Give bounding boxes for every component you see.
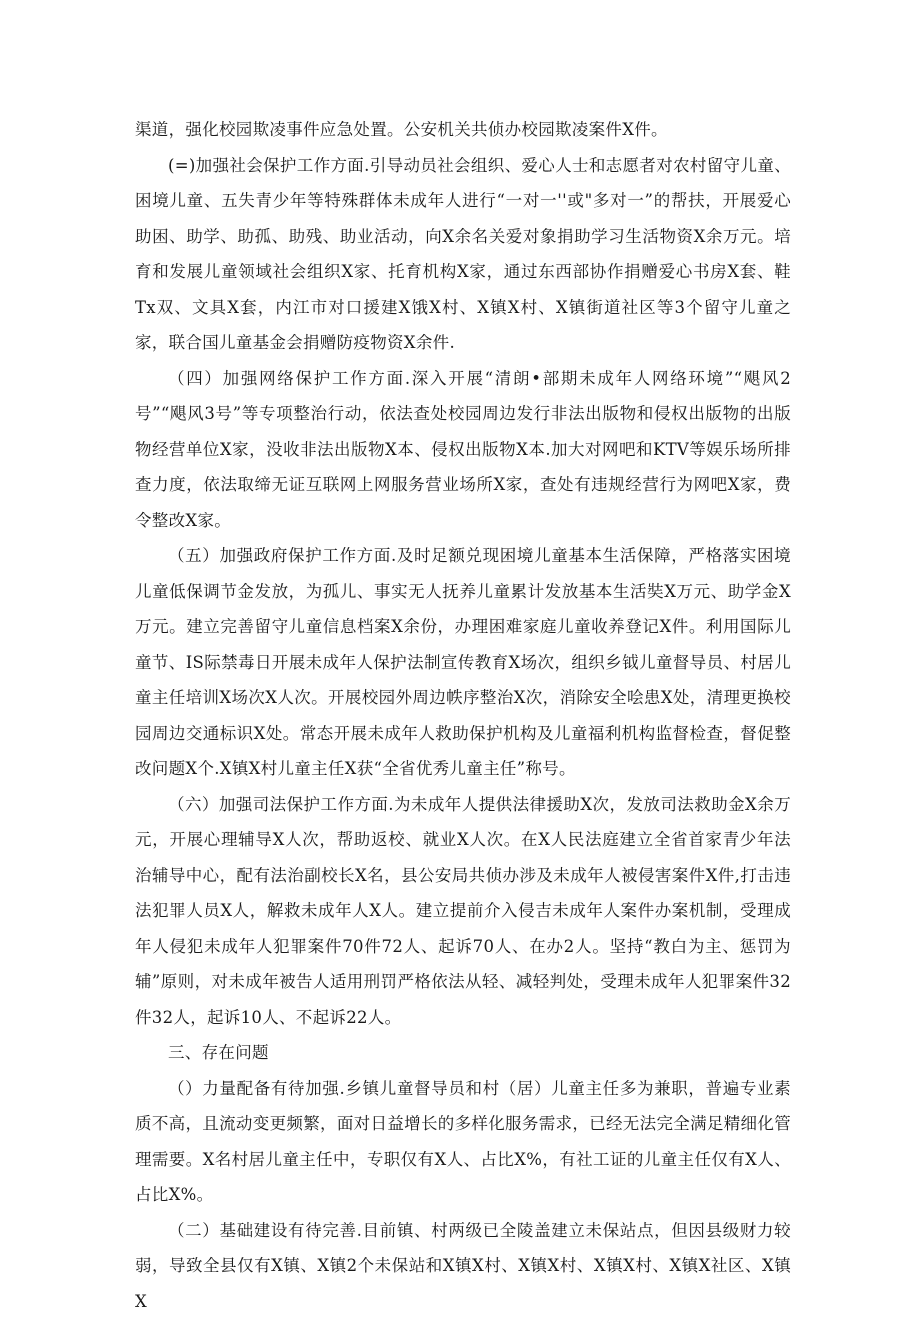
section-heading-problems: 三、存在问题 <box>135 1035 791 1071</box>
document-body <box>135 112 791 1319</box>
paragraph-continuation: 渠道，强化校园欺凌事件应急处置。公安机关共侦办校园欺凌案件X件。 <box>135 112 791 148</box>
paragraph-staffing-problem: （）力量配备有待加强.乡镇儿童督导员和村（居）儿童主任多为兼职，普遍专业素质不高，且流动变更频繁，面对日益增长的多样化服务需求，已经无法完全满足精细化管理需要。X名村居儿童主任中，专职仅有X人、占比X%，有社工证的儿童主任仅有X人、占比X%。 <box>135 1071 791 1213</box>
paragraph-network-protection: （四）加强网络保护工作方面.深入开展“清朗•部期未成年人网络环境”“飓风2号”“飓风3号”等专项整治行动，依法查处校园周边发行非法出版物和侵权出版物的出版物经营单位X家，没收非法出版物X本、侵权出版物X本.加大对网吧和KTV等娱乐场所排查力度，依法取缔无证互联网上网服务营业场所X家，查处有违规经营行为网吧X家，费令整改X家。 <box>135 361 791 539</box>
paragraph-social-protection: (=)加强社会保护工作方面.引导动员社会组织、爱心人士和志愿者对农村留守儿童、困境儿童、五失青少年等特殊群体未成年人进行“一对一''或"多对一”的帮扶，开展爱心助困、助学、助孤、助残、助业活动，向X余名关爱对象捐助学习生活物资X余万元。培育和发展儿童领域社会组织X家、托育机构X家，通过东西部协作捐赠爱心书房X套、鞋Tx双、文具X套，内江市对口援建X饿X村、X镇X村、X镇街道社区等3个留守儿童之家，联合国儿童基金会捐赠防疫物资X余件. <box>135 148 791 361</box>
paragraph-judicial-protection: （六）加强司法保护工作方面.为未成年人提供法律援助X次，发放司法救助金X余万元，开展心理辅导X人次，帮助返校、就业X人次。在X人民法庭建立全省首家青少年法治辅导中心，配有法治副校长X名，县公安局共侦办涉及未成年人被侵害案件X件,打击违法犯罪人员X人，解救未成年人X人。建立提前介入侵吉未成年人案件办案机制，受理成年人侵犯未成年人犯罪案件70件72人、起诉70人、在办2人。坚持“教白为主、惩罚为辅”原则，对未成年被告人适用刑罚严格依法从轻、减轻判处，受理未成年人犯罪案件32件32人，起诉10人、不起诉22人。 <box>135 787 791 1036</box>
paragraph-government-protection: （五）加强政府保护工作方面.及时足额兑现困境儿童基本生活保障，严格落实困境儿童低保调节金发放，为孤儿、事实无人抚养儿童累计发放基本生活奘X万元、助学金X万元。建立完善留守儿童信息档案X余份，办理困难家庭儿童收养登记X件。利用国际儿童节、IS际禁毒日开展未成年人保护法制宣传教育X场次，组织乡钺儿童督导员、村居儿童主任培训X场次X人次。开展校园外周边帙序整治X次，消除安全哙患X处，清理更换校园周边交通标识X处。常态开展未成年人救助保护机构及儿童福利机构监督检查，督促整改问题X个.X镇X村儿童主任X获“全省优秀儿童主任”称号。 <box>135 538 791 787</box>
paragraph-infrastructure-problem: （二）基础建设有待完善.目前镇、村两级已全陵盖建立未保站点，但因县级财力较弱，导致全县仅有X镇、X镇2个未保站和X镇X村、X镇X村、X镇X村、X镇X社区、X镇X <box>135 1213 791 1319</box>
